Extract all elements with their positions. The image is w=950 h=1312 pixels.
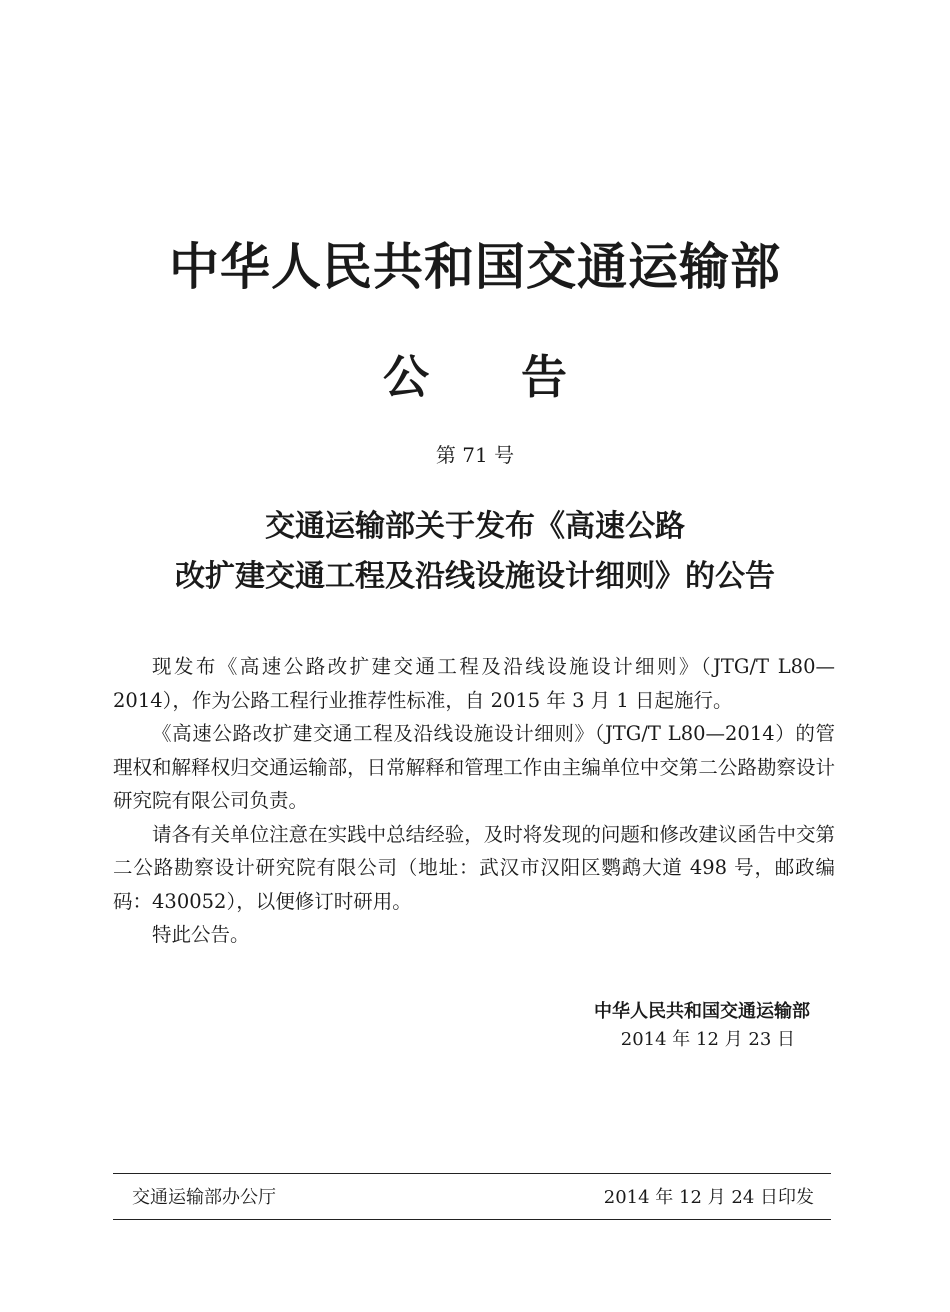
announcement-body bbox=[113, 650, 835, 952]
footer-top-rule bbox=[113, 1173, 831, 1174]
document-title bbox=[0, 502, 950, 602]
issue-number: 第 71 号 bbox=[435, 443, 515, 467]
footer-issuer: 交通运输部办公厅 bbox=[132, 1187, 276, 1208]
announcement-heading bbox=[0, 345, 950, 409]
footer-bottom-rule bbox=[113, 1219, 831, 1220]
announcement-char-2: 告 bbox=[521, 350, 567, 404]
body-paragraph: 特此公告。 bbox=[152, 923, 250, 946]
signature-date: 2014 年 12 月 23 日 bbox=[620, 1029, 795, 1050]
body-paragraph: 现发布《高速公路改扩建交通工程及沿线设施设计细则》（JTG/T L80—2014），作为公路工程行业推荐性标准，自 2015 年 3 月 1 日起施行。 bbox=[113, 655, 835, 712]
signature-organization: 中华人民共和国交通运输部 bbox=[594, 1001, 810, 1022]
document-title-line-2: 改扩建交通工程及沿线设施设计细则》的公告 bbox=[175, 559, 775, 594]
body-paragraph: 请各有关单位注意在实践中总结经验，及时将发现的问题和修改建议函告中交第二公路勘察设计研究院有限公司（地址：武汉市汉阳区鹦鹉大道 498 号，邮政编码：430052），以便修订时研用。 bbox=[113, 822, 835, 913]
announcement-char-1: 公 bbox=[383, 350, 429, 404]
body-paragraph: 《高速公路改扩建交通工程及沿线设施设计细则》（JTG/T L80—2014）的管理权和解释权归交通运输部，日常解释和管理工作由主编单位中交第二公路勘察设计研究院有限公司负责。 bbox=[113, 722, 835, 812]
ministry-heading: 中华人民共和国交通运输部 bbox=[169, 237, 781, 296]
document-title-line-1: 交通运输部关于发布《高速公路 bbox=[265, 509, 685, 544]
footer-print-date: 2014 年 12 月 24 日印发 bbox=[603, 1187, 814, 1208]
